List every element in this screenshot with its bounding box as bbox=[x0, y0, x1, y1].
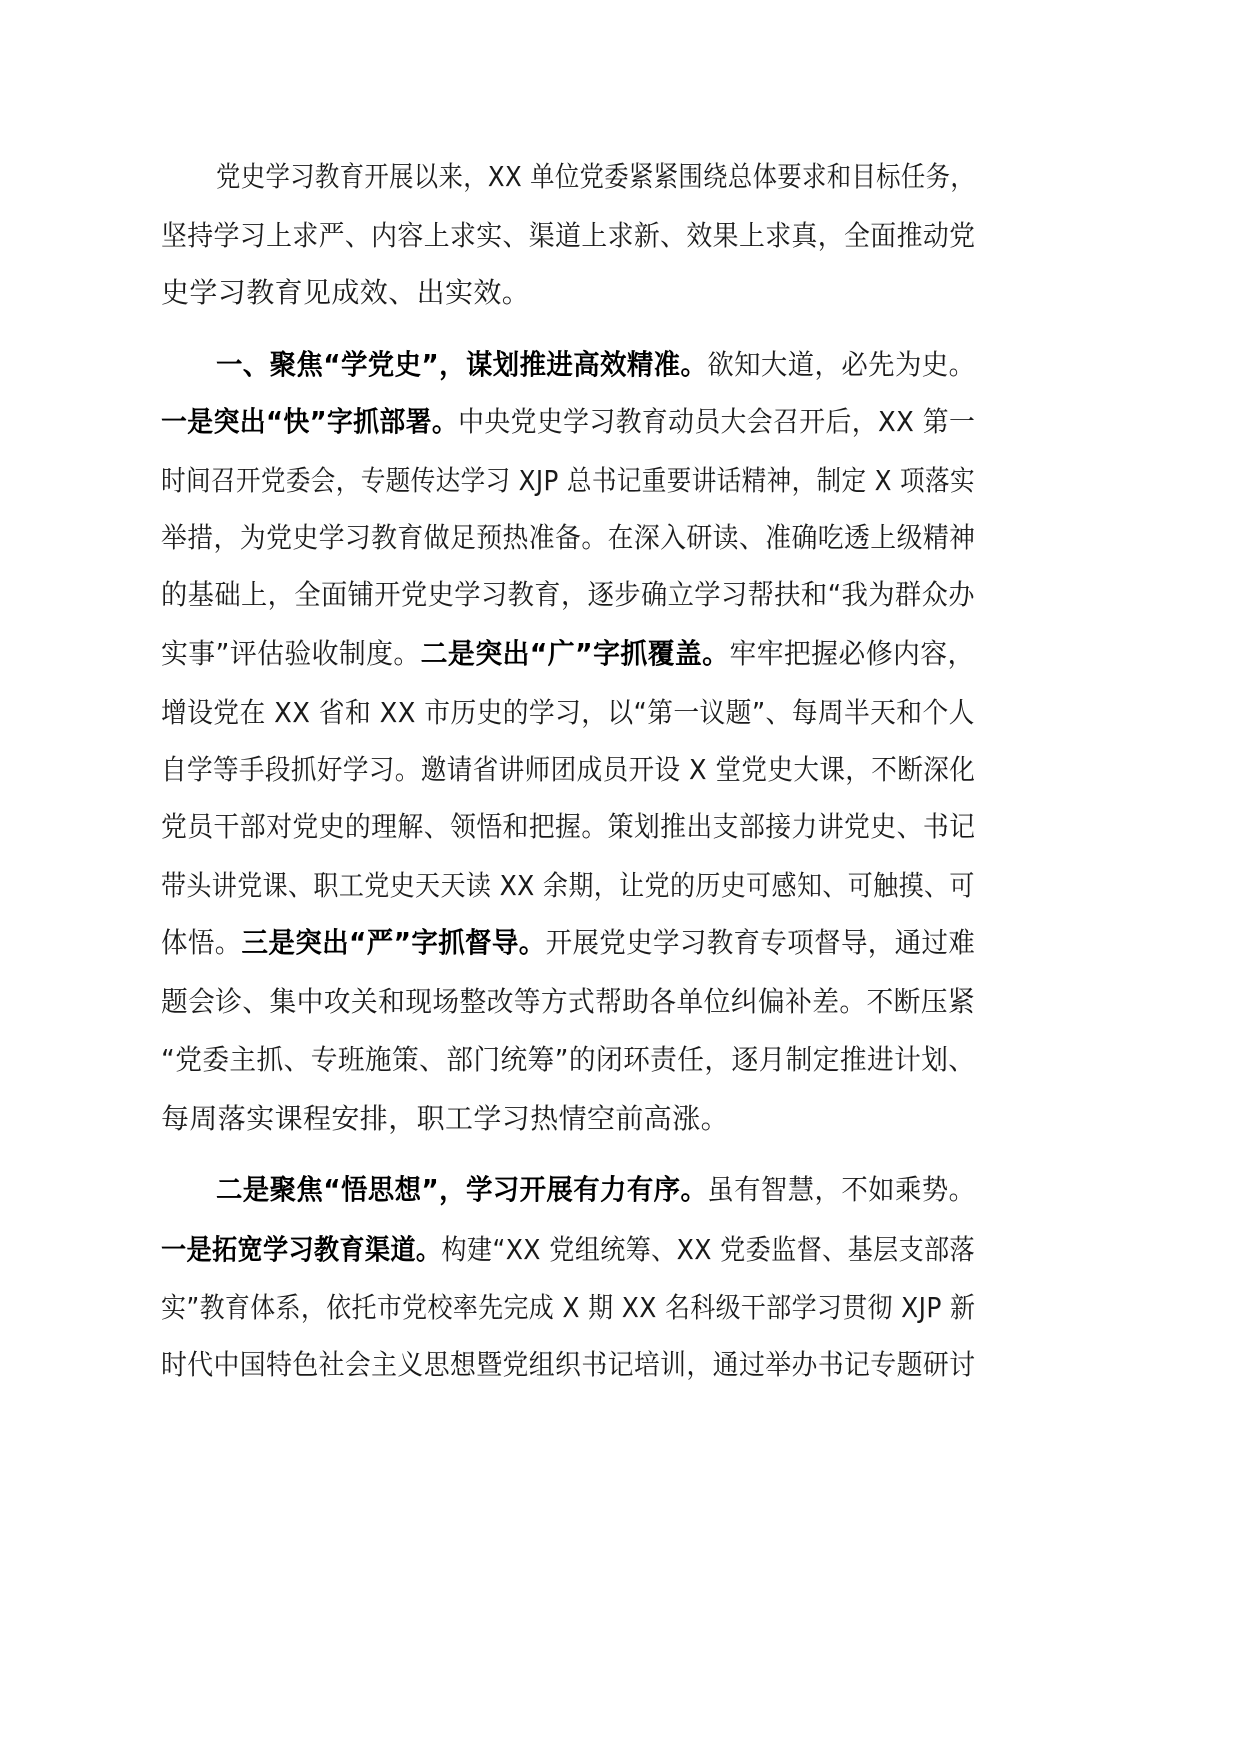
body-text: 实”教育体系，依托市党校率先完成 X 期 XX 名科级干部学习贯彻 XJP 新 bbox=[161, 1291, 976, 1324]
text-line bbox=[216, 157, 975, 197]
body-text: 带头讲党课、职工党史天天读 XX 余期，让党的历史可感知、可触摸、可 bbox=[161, 869, 975, 902]
bold-heading-text: 三是突出“严”字抓督导。 bbox=[241, 926, 546, 959]
body-text: “党委主抓、专班施策、部门统筹”的闭环责任，逐月制定推进计划、 bbox=[161, 1043, 976, 1076]
text-line bbox=[161, 982, 975, 1022]
body-text: 自学等手段抓好学习。邀请省讲师团成员开设 X 堂党史大课，不断深化 bbox=[161, 753, 976, 786]
bold-heading-text: 一是突出“快”字抓部署。 bbox=[161, 405, 459, 438]
body-text: 虽有智慧，不如乘势。 bbox=[707, 1173, 976, 1206]
body-text: 每周落实课程安排，职工学习热情空前高涨。 bbox=[161, 1102, 730, 1135]
body-text: 开展党史学习教育专项督导，通过难 bbox=[545, 926, 976, 959]
body-text: 体悟。 bbox=[161, 926, 242, 959]
body-text: 党员干部对党史的理解、领悟和把握。策划推出支部接力讲党史、书记 bbox=[161, 810, 976, 843]
text-line bbox=[161, 750, 975, 790]
body-text: 史学习教育见成效、出实效。 bbox=[161, 276, 531, 309]
text-line bbox=[161, 461, 975, 501]
body-text: 的基础上，全面铺开党史学习教育，逐步确立学习帮扶和“我为群众办 bbox=[161, 578, 975, 611]
body-text: 举措，为党史学习教育做足预热准备。在深入研读、准确吃透上级精神 bbox=[161, 521, 976, 554]
text-line bbox=[161, 1040, 975, 1080]
body-text: 欲知大道，必先为史。 bbox=[707, 348, 976, 381]
body-text: 题会诊、集中攻关和现场整改等方式帮助各单位纠偏补差。不断压紧 bbox=[161, 985, 976, 1018]
body-text: 时间召开党委会，专题传达学习 XJP 总书记重要讲话精神，制定 X 项落实 bbox=[161, 464, 975, 497]
text-line bbox=[161, 923, 975, 963]
text-line bbox=[161, 1288, 975, 1328]
body-text: 坚持学习上求严、内容上求实、渠道上求新、效果上求真，全面推动党 bbox=[161, 219, 976, 252]
body-text: 党史学习教育开展以来，XX 单位党委紧紧围绕总体要求和目标任务， bbox=[216, 160, 976, 193]
bold-heading-text: 二是突出“广”字抓覆盖。 bbox=[420, 637, 730, 670]
bold-heading-text: 二是聚焦“悟思想”，学习开展有力有序。 bbox=[216, 1173, 708, 1206]
text-line bbox=[161, 216, 975, 256]
text-line bbox=[161, 1099, 729, 1139]
text-line bbox=[161, 634, 975, 674]
bold-heading-text: 一、聚焦“学党史”，谋划推进高效精准。 bbox=[216, 348, 708, 381]
text-line bbox=[216, 345, 975, 385]
body-text: 时代中国特色社会主义思想暨党组织书记培训，通过举办书记专题研讨 bbox=[161, 1348, 976, 1381]
body-text: 实事”评估验收制度。 bbox=[161, 637, 421, 670]
text-line bbox=[161, 807, 975, 847]
text-line bbox=[161, 1230, 975, 1270]
text-line bbox=[161, 273, 530, 313]
text-line bbox=[161, 1345, 975, 1385]
body-text: 增设党在 XX 省和 XX 市历史的学习，以“第一议题”、每周半天和个人 bbox=[161, 696, 975, 729]
body-text: 构建“XX 党组统筹、XX 党委监督、基层支部落 bbox=[441, 1233, 976, 1266]
text-line bbox=[161, 402, 975, 442]
text-line bbox=[161, 518, 975, 558]
bold-heading-text: 一是拓宽学习教育渠道。 bbox=[161, 1233, 442, 1266]
text-line bbox=[161, 866, 975, 906]
body-text: 牢牢把握必修内容， bbox=[729, 637, 975, 670]
text-line bbox=[161, 575, 975, 615]
text-line bbox=[216, 1170, 975, 1210]
body-text: 中央党史学习教育动员大会召开后，XX 第一 bbox=[458, 405, 976, 438]
text-line bbox=[161, 693, 975, 733]
